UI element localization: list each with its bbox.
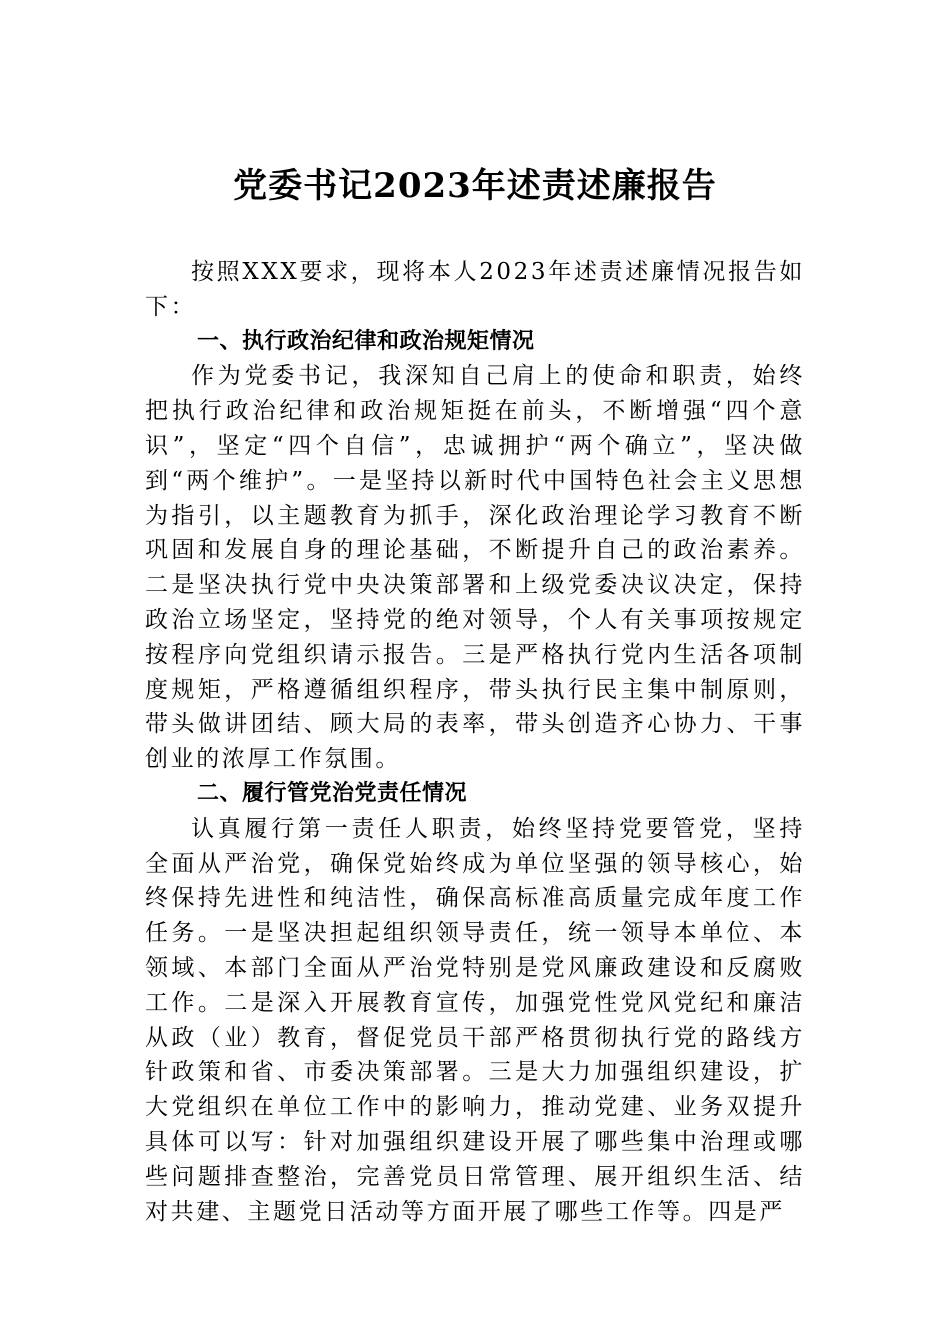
section-heading-2: 二、履行管党治党责任情况 — [197, 780, 468, 806]
document-body — [145, 255, 805, 1229]
section-paragraph-2: 认真履行第一责任人职责，始终坚持党要管党，坚持全面从严治党，确保党始终成为单位坚强的领导核心，始终保持先进性和纯洁性，确保高标准高质量完成年度工作任务。一是坚决担起组织领导责任，统一领导本单位、本领域、本部门全面从严治党特别是党风廉政建设和反腐败工作。二是深入开展教育宣传，加强党性党风党纪和廉洁从政（业）教育，督促党员干部严格贯彻执行党的路线方针政策和省、市委决策部署。三是大力加强组织建设，扩大党组织在单位工作中的影响力，推动党建、业务双提升具体可以写：针对加强组织建设开展了哪些集中治理或哪些问题排查整治，完善党员日常管理、展开组织生活、结对共建、主题党日活动等方面开展了哪些工作等。四是严 — [145, 815, 805, 1225]
document-title: 党委书记2023年述责述廉报告 — [233, 166, 717, 206]
section-paragraph-1: 作为党委书记，我深知自己肩上的使命和职责，始终把执行政治纪律和政治规矩挺在前头，不断增强“四个意识”，坚定“四个自信”，忠诚拥护“两个确立”，坚决做到“两个维护”。一是坚持以新时代中国特色社会主义思想为指引，以主题教育为抓手，深化政治理论学习教育不断巩固和发展自身的理论基础，不断提升自己的政治素养。二是坚决执行党中央决策部署和上级党委决议决定，保持政治立场坚定，坚持党的绝对领导，个人有关事项按规定按程序向党组织请示报告。三是严格执行党内生活各项制度规矩，严格遵循组织程序，带头执行民主集中制原则，带头做讲团结、顾大局的表率，带头创造齐心协力、干事创业的浓厚工作氛围。 — [145, 363, 805, 773]
intro-paragraph: 按照XXX要求，现将本人2023年述责述廉情况报告如下： — [145, 259, 805, 320]
section-heading-1: 一、执行政治纪律和政治规矩情况 — [197, 328, 535, 354]
